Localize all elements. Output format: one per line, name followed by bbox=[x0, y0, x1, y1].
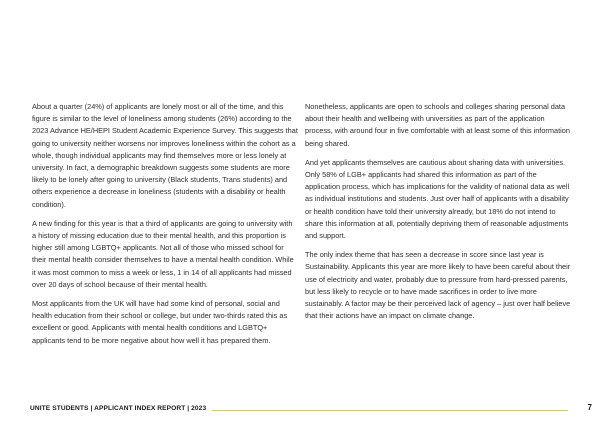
left-text-column bbox=[32, 101, 298, 354]
paragraph-pshe: Most applicants from the UK will have had some kind of personal, social and health education from their school or college, but under two-thirds rated this as excellent or good. Applicants with mental health conditions and LGBTQ+ applicants tend to be more negative about how well it has prepared them. bbox=[32, 299, 288, 345]
page-number: 7 bbox=[587, 403, 592, 412]
footer-report-title: UNITE STUDENTS | APPLICANT INDEX REPORT | 2023 bbox=[30, 405, 207, 412]
paragraph-loneliness: About a quarter (24%) of applicants are lonely most or all of the time, and this figure is similar to the level of loneliness among students (26%) according to the 2023 Advance HE/HEPI Student Academic Experience Survey. This suggests that going to university neither worsens nor improves loneliness within the cohort as a whole, though individual applicants may find themselves more or less lonely at university. In fact, a demographic breakdown suggests some students are more likely to be lonely after going to university (Black students, Trans students) and others experience a decrease in loneliness (students with a disability or health condition). bbox=[32, 102, 298, 209]
right-text-column bbox=[305, 101, 573, 329]
paragraph-data-sharing-openness: Nonetheless, applicants are open to schools and colleges sharing personal data about their health and wellbeing with universities as part of the application process, with around four in five comfortable with at least some of this information being shared. bbox=[305, 102, 570, 148]
footer-divider bbox=[212, 410, 568, 411]
paragraph-sustainability: The only index theme that has seen a decrease in score since last year is Sustainability. Applicants this year are more likely to have been careful about their use of electricity and water, probably due to pressure from hard-pressed parents, but less likely to recycle or to have made sacrifices in order to live more sustainably. A factor may be their perceived lack of agency – just over half believe that their actions have an impact on climate change. bbox=[305, 250, 571, 321]
paragraph-missed-education: A new finding for this year is that a third of applicants are going to university with a history of missing education due to their mental health, and this proportion is higher still among LGBTQ+ applicants. Not all of those who missed school for their mental health consider themselves to have a mental health condition. While it was most common to miss a week or less, 1 in 14 of all applicants had missed over 20 days of school because of their mental health. bbox=[32, 218, 294, 289]
paragraph-data-sharing-caution: And yet applicants themselves are cautious about sharing data with universities. Only 58% of LGB+ applicants had shared this information as part of the application process, which has implications for the validity of national data as well as individual institutions and students. Just over half of applicants with a disability or health condition have told their university already, but 18% do not intend to share this information at all, potentially depriving them of reasonable adjustments and support. bbox=[305, 157, 570, 241]
